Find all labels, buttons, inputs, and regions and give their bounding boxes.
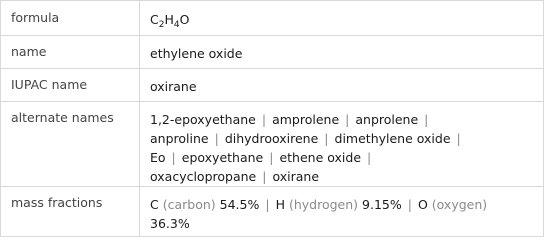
iupac-label-cell [1,69,140,102]
alternate-label: alternate names [11,110,114,125]
separator: | [407,197,412,212]
alternate-name: epoxyethane [181,150,264,165]
fraction-value: 36.3% [150,216,190,231]
alternate-label-cell [1,102,140,187]
alternate-name: Eo [150,150,166,165]
alternate-name: anprolene [355,112,419,127]
name-label-cell [1,36,140,69]
alternate-names-list [150,102,535,186]
mass-label-cell [1,187,140,237]
separator: | [261,112,267,127]
element-symbol: O [417,197,428,212]
iupac-value: oxirane [150,79,197,94]
alternate-name: dimethylene oxide [334,131,451,146]
name-value-cell [140,36,544,69]
mass-label: mass fractions [11,195,103,210]
alternate-value-cell [140,102,544,187]
formula-label-cell [1,1,140,36]
separator: | [265,197,270,212]
formula-carbon: C [150,12,159,27]
element-name: (carbon) [162,197,216,212]
separator: | [171,150,176,165]
separator: | [345,112,350,127]
separator: | [456,131,461,146]
formula-value-cell [140,1,544,36]
row-formula [1,1,544,36]
mass-fractions-list [150,187,535,233]
formula-carbon-count: 2 [158,20,165,30]
row-iupac-name [1,69,544,102]
separator: | [424,112,429,127]
formula-hydrogen-count: 4 [173,20,180,30]
name-value: ethylene oxide [150,46,243,61]
alternate-name: anproline [150,131,209,146]
row-name [1,36,544,69]
separator: | [214,131,219,146]
separator: | [324,131,329,146]
alternate-name: oxirane [272,169,320,184]
fraction-value: 54.5% [219,197,260,212]
formula-label: formula [11,10,60,25]
iupac-label: IUPAC name [11,77,88,92]
separator: | [269,150,274,165]
alternate-name: oxacyclopropane [150,169,257,184]
element-name: (oxygen) [431,197,488,212]
chemical-formula [150,1,535,29]
row-alternate-names [1,102,544,187]
separator: | [367,150,372,165]
alternate-name: amprolene [272,112,340,127]
formula-hydrogen: H [164,12,174,27]
fraction-value: 9.15% [362,197,402,212]
name-label: name [11,44,47,59]
mass-value-cell [140,187,544,237]
element-name: (hydrogen) [288,197,359,212]
separator: | [262,169,267,184]
row-mass-fractions [1,187,544,237]
alternate-name: 1,2-epoxyethane [150,112,256,127]
formula-oxygen: O [179,12,190,27]
element-symbol: C [150,197,159,212]
iupac-value-cell [140,69,544,102]
element-symbol: H [275,197,285,212]
alternate-name: ethene oxide [279,150,362,165]
alternate-name: dihydrooxirene [224,131,319,146]
